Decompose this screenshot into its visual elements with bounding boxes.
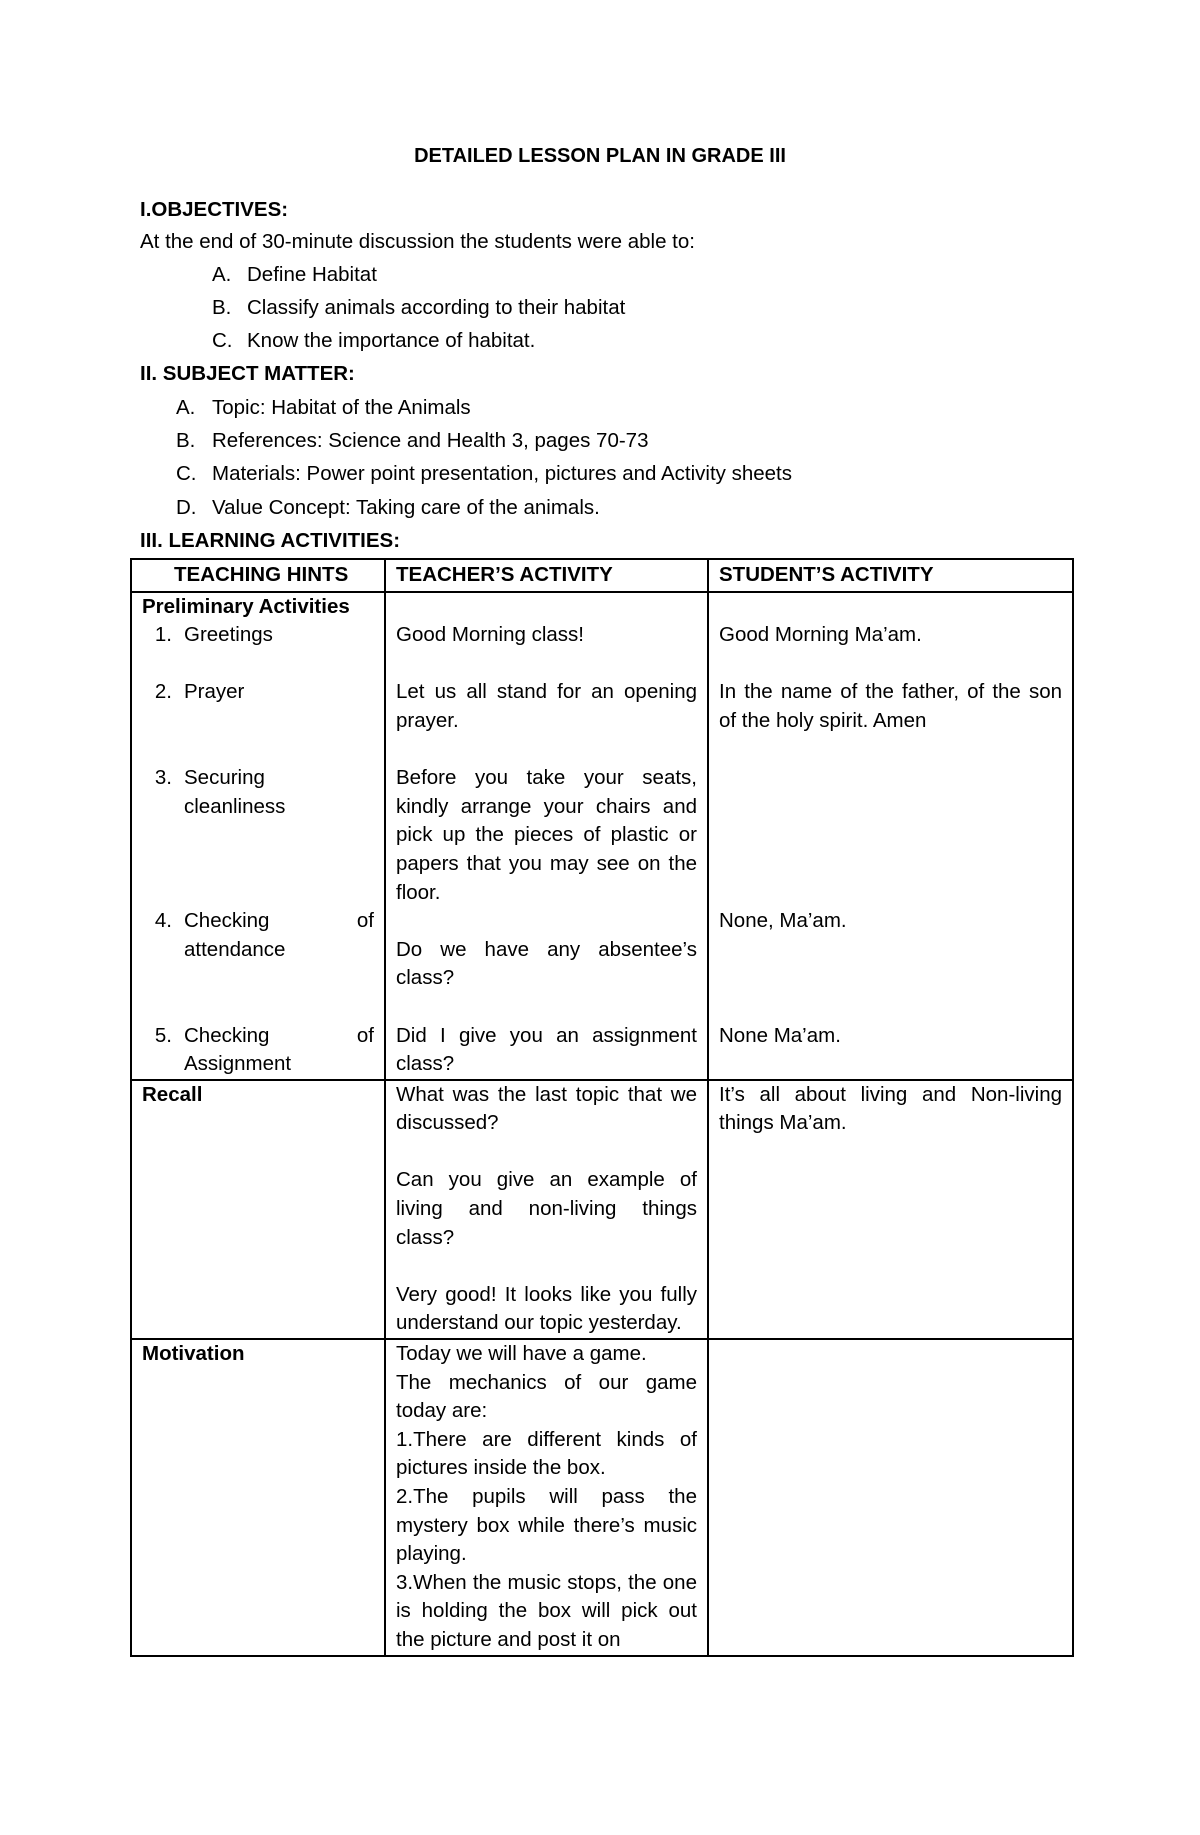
cell-teacher-activity xyxy=(385,592,708,1080)
column-header-student-activity: STUDENT’S ACTIVITY xyxy=(708,559,1073,592)
teacher-motivation-step: 3.When the music stops, the one is holding the box will pick out the picture and post it on xyxy=(396,1570,697,1651)
teacher-greeting: Good Morning class! xyxy=(396,623,585,647)
student-recall-answer: It’s all about living and Non-living things Ma’am. xyxy=(719,1082,1062,1135)
hint-text: of xyxy=(356,909,374,933)
subject-label: D. xyxy=(176,496,197,519)
learning-activities-table xyxy=(130,558,1074,1657)
hint-text: Prayer xyxy=(184,680,245,704)
cell-student-activity xyxy=(708,1080,1073,1339)
hint-text: Checking xyxy=(184,1023,270,1047)
subject-matter-heading: II. SUBJECT MATTER: xyxy=(140,362,355,385)
hint-checking-attendance xyxy=(142,907,374,964)
learning-activities-heading: III. LEARNING ACTIVITIES: xyxy=(140,529,401,552)
subject-item xyxy=(176,460,792,488)
table-header-row xyxy=(131,559,1073,592)
page-title: DETAILED LESSON PLAN IN GRADE III xyxy=(414,145,786,167)
table-row-motivation xyxy=(131,1339,1073,1656)
table-row-preliminary xyxy=(131,592,1073,1080)
subject-text: Topic: Habitat of the Animals xyxy=(212,396,471,419)
hint-text: Greetings xyxy=(184,623,273,647)
subject-text: Materials: Power point presentation, pictures and Activity sheets xyxy=(212,462,792,485)
hint-text: of xyxy=(356,1023,374,1047)
teacher-motivation-mechanics: The mechanics of our game today are: xyxy=(396,1370,697,1423)
objective-item xyxy=(212,261,377,289)
column-header-teacher-activity: TEACHER’S ACTIVITY xyxy=(385,559,708,592)
objective-label: C. xyxy=(212,329,233,352)
hint-text: Checking xyxy=(184,909,270,933)
teacher-recall-praise: Very good! It looks like you fully understand our topic yesterday. xyxy=(396,1282,697,1335)
teacher-motivation-step: 2.The pupils will pass the mystery box while there’s music playing. xyxy=(396,1485,697,1566)
student-assignment: None Ma’am. xyxy=(719,1023,841,1047)
cell-teacher-activity xyxy=(385,1080,708,1339)
objective-label: B. xyxy=(212,296,232,319)
hint-number: 5. xyxy=(154,1023,172,1047)
subject-item xyxy=(176,494,600,522)
subject-item xyxy=(176,394,471,422)
column-header-teaching-hints: TEACHING HINTS xyxy=(131,559,385,592)
hint-text: attendance xyxy=(184,937,286,961)
teacher-attendance: Do we have any absentee’s class? xyxy=(396,937,697,990)
cell-teacher-activity xyxy=(385,1339,708,1656)
hint-number: 4. xyxy=(154,909,172,933)
teacher-assignment: Did I give you an assignment class? xyxy=(396,1023,697,1076)
teacher-prayer: Let us all stand for an opening prayer. xyxy=(396,680,697,732)
cell-student-activity xyxy=(708,1339,1073,1656)
teacher-recall-question: What was the last topic that we discussed? xyxy=(396,1082,697,1135)
subject-item xyxy=(176,427,648,455)
hint-text: Securing xyxy=(184,766,265,790)
objective-item xyxy=(212,294,625,322)
student-attendance: None, Ma’am. xyxy=(719,909,847,933)
preliminary-label: Preliminary Activities xyxy=(142,594,350,618)
motivation-label: Motivation xyxy=(131,1339,385,1656)
objective-text: Know the importance of habitat. xyxy=(247,329,536,352)
teacher-recall-example: Can you give an example of living and non-living things class? xyxy=(396,1168,697,1249)
recall-label: Recall xyxy=(131,1080,385,1339)
cell-teaching-hints xyxy=(131,592,385,1080)
hint-greetings xyxy=(142,621,374,650)
teacher-motivation-step: 1.There are different kinds of pictures inside the box. xyxy=(396,1427,697,1480)
objectives-heading: I.OBJECTIVES: xyxy=(140,198,289,221)
objective-item xyxy=(212,327,535,355)
objectives-intro: At the end of 30-minute discussion the students were able to: xyxy=(140,230,695,253)
objective-label: A. xyxy=(212,263,232,286)
hint-checking-assignment xyxy=(142,1022,374,1079)
student-prayer: In the name of the father, of the son of the holy spirit. Amen xyxy=(719,680,1062,732)
hint-prayer xyxy=(142,678,374,707)
student-greeting: Good Morning Ma’am. xyxy=(719,623,922,647)
subject-text: Value Concept: Taking care of the animals. xyxy=(212,496,600,519)
hint-number: 3. xyxy=(154,766,172,790)
hint-securing-cleanliness xyxy=(142,764,374,821)
teacher-cleanliness: Before you take your seats, kindly arrange your chairs and pick up the pieces of plastic or papers that you may see on the floor. xyxy=(396,766,697,904)
subject-label: B. xyxy=(176,429,196,452)
subject-text: References: Science and Health 3, pages 70-73 xyxy=(212,429,649,452)
objective-text: Classify animals according to their habitat xyxy=(247,296,626,319)
table-row-recall xyxy=(131,1080,1073,1339)
hint-number: 2. xyxy=(154,680,172,704)
teacher-motivation-intro: Today we will have a game. xyxy=(396,1342,647,1366)
cell-student-activity xyxy=(708,592,1073,1080)
subject-label: C. xyxy=(176,462,197,485)
hint-text: Assignment xyxy=(184,1052,292,1076)
objective-text: Define Habitat xyxy=(247,263,377,286)
hint-text: cleanliness xyxy=(184,794,286,818)
subject-label: A. xyxy=(176,396,196,419)
hint-number: 1. xyxy=(154,623,172,647)
